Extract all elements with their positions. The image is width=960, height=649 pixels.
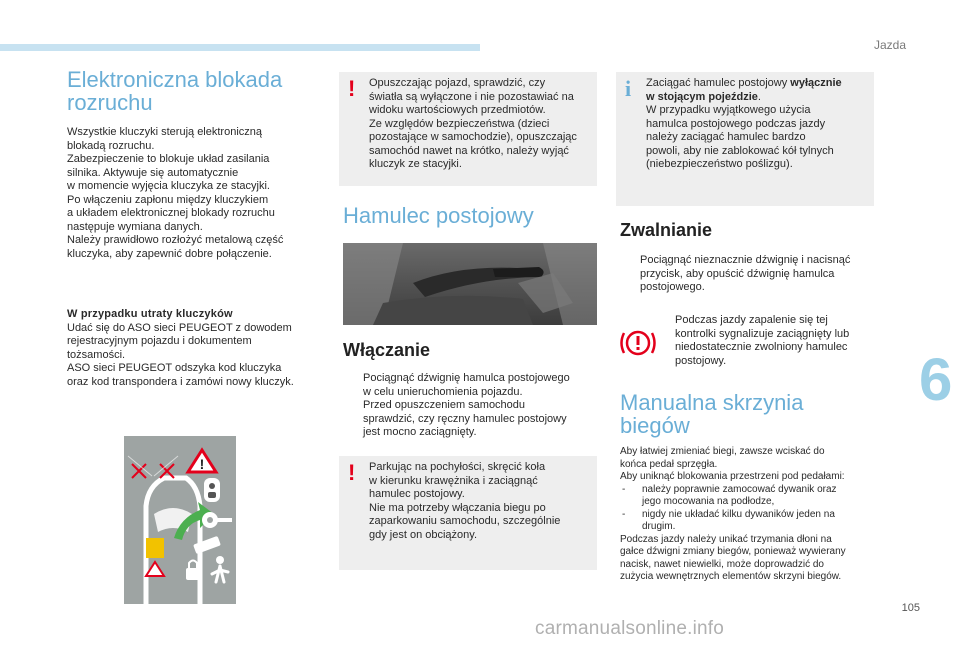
parking-brake-info xyxy=(616,72,874,206)
lost-keys-section xyxy=(67,308,322,389)
apply-item-2: Przed opuszczeniem samochodu sprawdzić, czy ręczny hamulec postojowy jest mocno zaciągnięty. xyxy=(363,399,567,438)
watermark: carmanualsonline.info xyxy=(535,618,725,639)
list-item xyxy=(343,372,598,399)
manual-gearbox-outro: Podczas jazdy należy unikać trzymania dłoni na gałce dźwigni zmiany biegów, ponieważ wywierany nacisk, nawet niewielki, może doprowadzić do zużycia wewnętrznych elementów skrzyni biegów. xyxy=(620,533,846,582)
immobiliser-title: Elektroniczna blokada rozruchu xyxy=(67,67,283,115)
immobiliser-illustration xyxy=(124,436,236,604)
slope-parking-warning-text: Parkując na pochyłości, skręcić koła w kierunku krawężnika i zaciągnąć hamulec postojowy. Nie ma potrzeby włączania biegu po zaparkowaniu samochodu, szczególnie gdy jest on obciążony. xyxy=(369,461,561,541)
page-number: 105 xyxy=(901,602,920,614)
top-accent-bar xyxy=(0,44,480,51)
manual-gearbox-intro: Aby łatwiej zmieniać biegi, zawsze wciskać do końca pedał sprzęgła. Aby uniknąć blokowania przestrzeni pod pedałami: xyxy=(620,446,845,482)
svg-text:!: ! xyxy=(199,456,205,472)
release-title: Zwalnianie xyxy=(620,220,713,240)
leave-vehicle-warning xyxy=(339,72,597,186)
indicator-text: Podczas jazdy zapalenie się tej kontrolki sygnalizuje zaciągnięty lub niedostatecznie zwolniony hamulec postojowy. xyxy=(675,314,850,367)
manual-gearbox-body xyxy=(620,446,878,584)
apply-title: Włączanie xyxy=(343,340,431,360)
gearbox-item-2: nigdy nie układać kilku dywaników jeden na drugim. xyxy=(642,508,835,532)
apply-list xyxy=(343,372,598,440)
list-item xyxy=(620,254,872,295)
warning-icon: ! xyxy=(348,76,356,101)
gearbox-item-1: należy poprawnie zamocować dywanik oraz jego mocowania na podłodze, xyxy=(642,483,837,507)
parking-brake-photo xyxy=(343,243,597,325)
chapter-number: 6 xyxy=(919,346,953,413)
info-icon: i xyxy=(625,76,632,101)
list-item xyxy=(620,509,878,534)
immobiliser-body: Wszystkie kluczyki sterują elektroniczną blokadą rozruchu. Zabezpieczenie to blokuje układ zasilania silnika. Aktywuje się automatycznie w momencie wyjęcia kluczyka ze stacyjki. Po włączeniu zapłonu między kluczykiem a układem elektronicznej blokady rozruchu następuje wymiana danych. Należy prawidłowo rozłożyć metalową część kluczyka, aby zapewnić dobre połączenie. xyxy=(67,126,284,260)
lost-keys-title: W przypadku utraty kluczyków xyxy=(67,308,233,320)
dash-marker: - xyxy=(622,483,626,495)
warning-icon: ! xyxy=(348,460,356,485)
parking-brake-info-text: Zaciągać hamulec postojowy wyłącznie w stojącym pojeździe. W przypadku wyjątkowego użycia hamulca postojowego podczas jazdy należy zaciągać hamulec bardzo powoli, aby nie zablokować kół tylnych (niebezpieczeństwo poślizgu). xyxy=(646,77,842,170)
section-label: Jazda xyxy=(873,38,906,52)
lost-keys-body: Udać się do ASO sieci PEUGEOT z dowodem rejestracyjnym pojazdu i dokumentem tożsamości. ASO sieci PEUGEOT odszyka kod kluczyka oraz kod transpondera i zamówi nowy kluczyk. xyxy=(67,321,294,388)
leave-vehicle-warning-text: Opuszczając pojazd, sprawdzić, czy światła są wyłączone i nie pozostawiać na widoku wartościowych przedmiotów. Ze względów bezpieczeństwa (dzieci pozostające w samochodzie), opuszczając samochód nawet na krótko, należy wyjąć kluczyk ze stacyjki. xyxy=(369,77,577,170)
release-list xyxy=(620,254,872,295)
parking-brake-warning-lamp-icon xyxy=(617,322,659,364)
apply-item-1: Pociągnąć dźwignię hamulca postojowego w celu unieruchomienia pojazdu. xyxy=(363,372,570,398)
release-item-1: Pociągnąć nieznacznie dźwignię i nacisnąć przycisk, aby opuścić dźwignię hamulca postojowego. xyxy=(640,254,851,293)
dash-marker: - xyxy=(622,508,626,520)
list-item xyxy=(343,399,598,440)
slope-parking-warning xyxy=(339,456,597,570)
manual-gearbox-title: Manualna skrzynia biegów xyxy=(620,390,804,438)
parking-brake-title: Hamulec postojowy xyxy=(343,203,534,228)
list-item xyxy=(620,484,878,509)
